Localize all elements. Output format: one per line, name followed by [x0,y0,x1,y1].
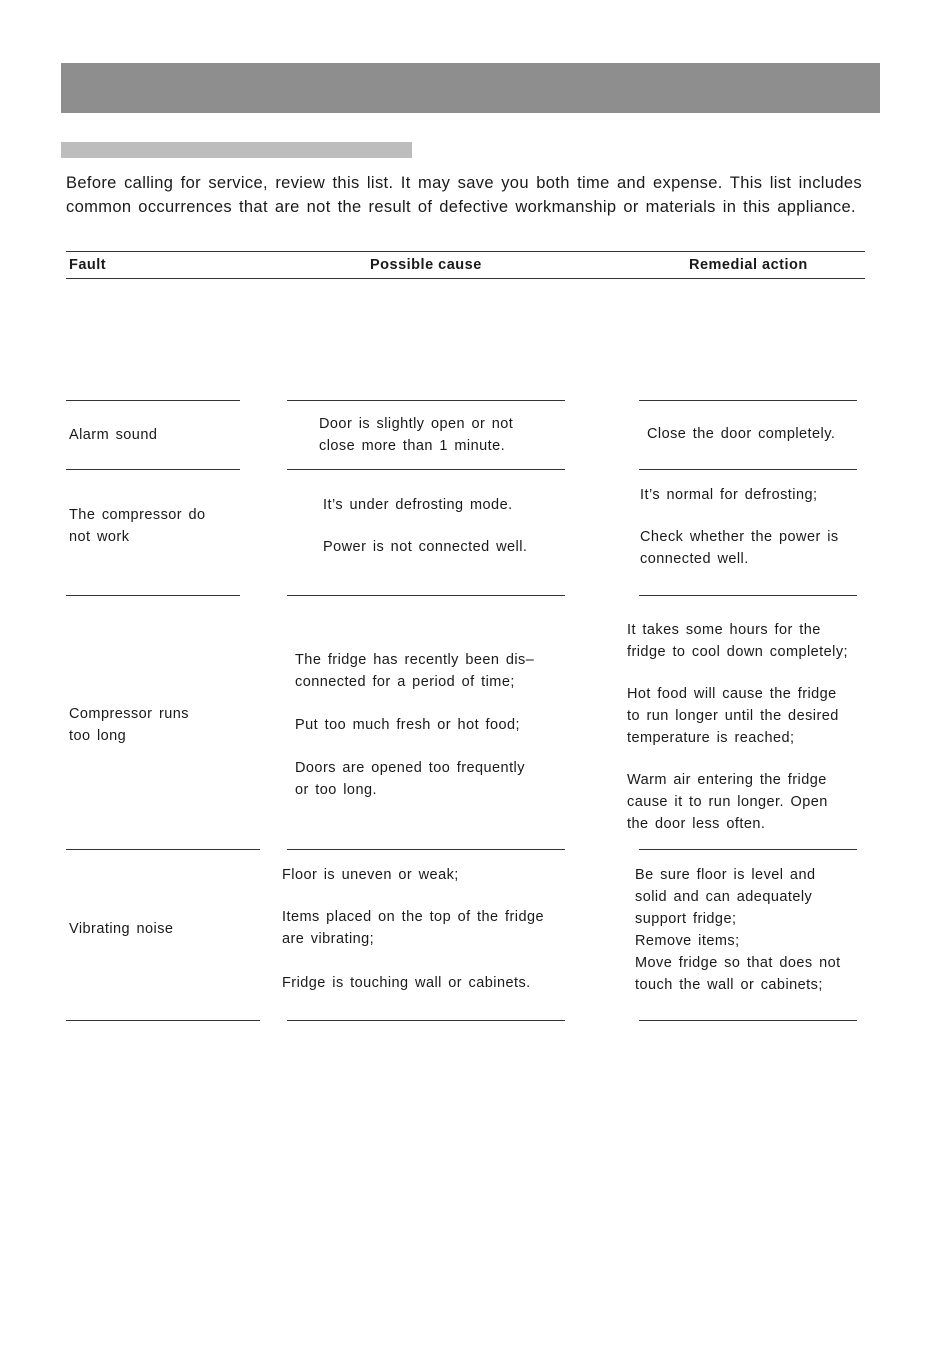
table-header-rule [66,278,865,279]
fault-cell: The compressor do not work [69,507,206,545]
remedy-cell: It takes some hours for the fridge to cool down completely; [627,622,849,660]
fault-cell: Compressor runs too long [69,706,189,744]
row-rule [287,595,565,596]
header-bar [61,63,880,113]
remedy-cell: Hot food will cause the fridge to run longer until the desired temperature is reached; [627,686,839,746]
cause-cell: Put too much fresh or hot food; [295,717,521,733]
row-rule [639,469,857,470]
cause-cell: It’s under defrosting mode. [323,497,513,513]
row-rule [66,400,240,401]
remedy-cell: Check whether the power is connected well. [640,529,839,567]
row-rule [287,849,565,850]
row-rule [639,1020,857,1021]
column-header-remedy: Remedial action [689,257,808,273]
row-rule [66,595,240,596]
cause-cell: Door is slightly open or not close more than 1 minute. [319,416,514,454]
row-rule [287,400,565,401]
remedy-cell: Close the door completely. [647,426,836,442]
row-rule [66,469,240,470]
column-header-cause: Possible cause [370,257,482,273]
intro-paragraph: Before calling for service, review this list. It may save you both time and expense. This list includes common occurrences that are not the result of defective workmanship or materials in this appliance. [66,174,862,216]
table-top-rule [66,251,865,252]
cause-cell: Doors are opened too frequently or too long. [295,760,525,798]
cause-cell: Fridge is touching wall or cabinets. [282,975,531,991]
cause-cell: Power is not connected well. [323,539,528,555]
row-rule [66,849,260,850]
remedy-cell: Be sure floor is level and solid and can adequately support fridge; Remove items; Move fridge so that does not touch the wall or cabinets; [635,867,841,993]
cause-cell: Floor is uneven or weak; [282,867,459,883]
cause-cell: The fridge has recently been dis– connected for a period of time; [295,652,535,690]
remedy-cell: It’s normal for defrosting; [640,487,818,503]
row-rule [639,849,857,850]
remedy-cell: Warm air entering the fridge cause it to run longer. Open the door less often. [627,772,828,832]
column-header-fault: Fault [69,257,107,273]
row-rule [639,595,857,596]
row-rule [66,1020,260,1021]
cause-cell: Items placed on the top of the fridge are vibrating; [282,909,544,947]
fault-cell: Alarm sound [69,427,158,443]
row-rule [639,400,857,401]
row-rule [287,1020,565,1021]
row-rule [287,469,565,470]
fault-cell: Vibrating noise [69,921,174,937]
subheader-bar [61,142,412,158]
